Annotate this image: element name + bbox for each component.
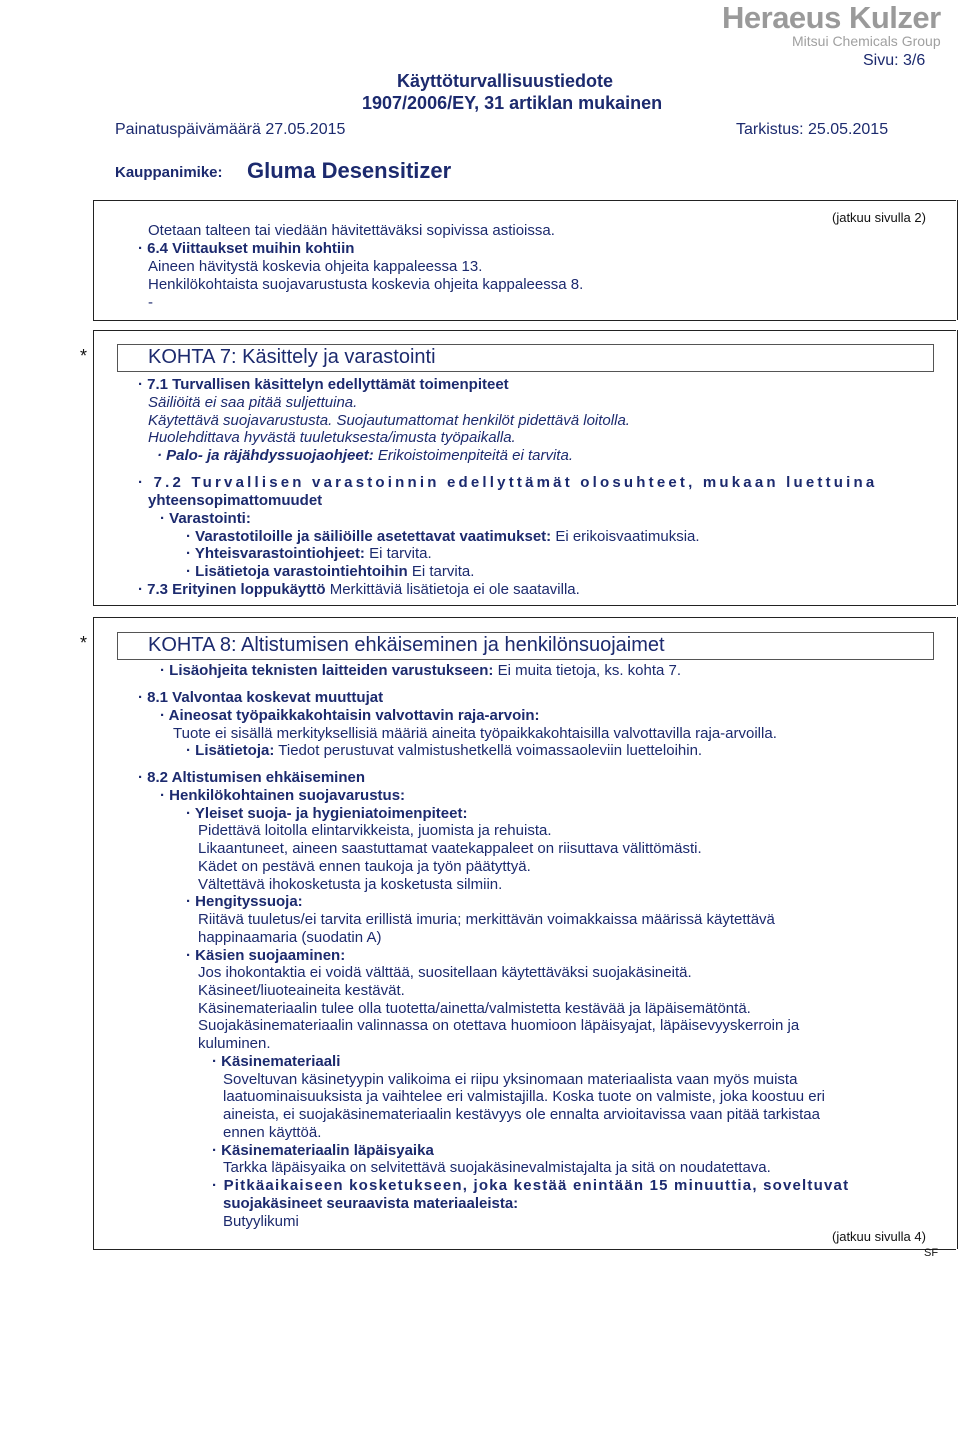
storage-extra-label: · Lisätietoja varastointiehtoihin	[186, 563, 408, 580]
s73-value: Merkittäviä lisätietoja ei ole saatavilla.	[329, 581, 580, 598]
s72-title-cont: yhteensopimattomuudet	[148, 492, 323, 509]
review-date: Tarkistus: 25.05.2015	[736, 121, 889, 138]
respiratory-line: Riitävä tuuletus/ei tarvita erillistä imuria; merkittävän voimakkaissa määrissä käytettävä	[198, 911, 775, 928]
s71-line: Säiliöitä ei saa pitää suljettuina.	[148, 394, 358, 411]
block1-line: Otetaan talteen tai viedään hävitettäväksi sopivissa astioissa.	[148, 222, 555, 239]
print-date: Painatuspäivämäärä 27.05.2015	[115, 121, 346, 138]
info-value: Tiedot perustuvat valmistushetkellä voimassaoleviin luetteloihin.	[278, 742, 703, 759]
section7-title: KOHTA 7: Käsittely ja varastointi	[148, 346, 436, 368]
penetration-line: Tarkka läpäisyaika on selvitettävä suojakäsinevalmistajalta ja sitä on noudatettava.	[223, 1159, 771, 1176]
revision-marker: *	[80, 346, 88, 366]
hand-label: · Käsien suojaaminen:	[186, 947, 346, 964]
hand-line: Suojakäsinemateriaalin valinnassa on otettava huomioon läpäisyajat, läpäisevyyskerroin ja	[198, 1017, 800, 1034]
long-contact-value: Butyylikumi	[223, 1213, 299, 1230]
s71-line: Huolehdittava hyvästä tuuletuksesta/imusta työpaikalla.	[148, 429, 516, 446]
s82-title: · 8.2 Altistumisen ehkäiseminen	[138, 769, 366, 786]
long-contact-label: · Pitkäaikaiseen kosketukseen, joka kestää enintään 15 minuuttia, soveltuvat	[212, 1177, 850, 1194]
block1-line: -	[148, 294, 153, 311]
continued-from: (jatkuu sivulla 2)	[832, 210, 926, 225]
company-group: Mitsui Chemicals Group	[792, 33, 941, 49]
glove-material-line: laatuominaisuuksista ja vaihtelee eri valmistajilla. Koska tuote on valmiste, joka koostuu eri	[223, 1088, 825, 1105]
requirements-value: Ei erikoisvaatimuksia.	[555, 528, 700, 545]
section8-title: KOHTA 8: Altistumisen ehkäiseminen ja henkilönsuojaimet	[148, 634, 665, 656]
penetration-label: · Käsinemateriaalin läpäisyaika	[212, 1142, 434, 1159]
s72-title: · 7.2 Turvallisen varastoinnin edellyttämät olosuhteet, mukaan luettuina	[138, 474, 878, 491]
requirements-label: · Varastotiloille ja säiliöille asetettavat vaatimukset:	[186, 528, 552, 545]
section8-header	[117, 632, 934, 660]
block1-heading: · 6.4 Viittaukset muihin kohtiin	[138, 240, 355, 257]
limits-value: Tuote ei sisällä merkityksellisiä määriä aineita työpaikkakohtaisilla valvottavilla raja-arvoilla.	[173, 725, 777, 742]
trade-name: Gluma Desensitizer	[247, 158, 452, 183]
s71-line: Käytettävä suojavarustusta. Suojautumattomat henkilöt pidettävä loitolla.	[148, 412, 630, 429]
block1-line: Henkilökohtaista suojavarustusta koskevia ohjeita kappaleessa 8.	[148, 276, 584, 293]
ppe-label: · Henkilökohtainen suojavarustus:	[160, 787, 406, 804]
info-label: · Lisätietoja:	[186, 742, 275, 759]
hygiene-line: Vältettävä ihokosketusta ja kosketusta silmiin.	[198, 876, 503, 893]
s71-title: · 7.1 Turvallisen käsittelyn edellyttämät toimenpiteet	[138, 376, 509, 393]
hand-line: Käsineet/liuoteaineita kestävät.	[198, 982, 405, 999]
long-contact-label-cont: suojakäsineet seuraavista materiaaleista:	[223, 1195, 519, 1212]
hygiene-line: Pidettävä loitolla elintarvikkeista, juomista ja rehuista.	[198, 822, 552, 839]
hand-line: Jos ihokontaktia ei voidä välttää, suositellaan käytettäväksi suojakäsineitä.	[198, 964, 692, 981]
respiratory-label: · Hengityssuoja:	[186, 893, 303, 910]
glove-material-line: Soveltuvan käsinetyypin valikoima ei riipu yksinomaan materiaalista vaan myös muista	[223, 1071, 798, 1088]
storage-label: · Varastointi:	[160, 510, 251, 527]
document-title: Käyttöturvallisuustiedote	[397, 71, 614, 91]
hygiene-line: Likaantuneet, aineen saastuttamat vaatekappaleet on riisuttava välittömästi.	[198, 840, 702, 857]
joint-storage-value: Ei tarvita.	[369, 545, 432, 562]
hand-line: Käsinemateriaalin tulee olla tuotetta/ainetta/valmistetta kestävää ja läpäisemätöntä.	[198, 1000, 751, 1017]
hygiene-label: · Yleiset suoja- ja hygieniatoimenpiteet:	[186, 805, 468, 822]
block1-line: Aineen hävitystä koskevia ohjeita kappaleessa 13.	[148, 258, 483, 275]
limits-label: · Aineosat työpaikkakohtaisin valvottavin raja-arvoin:	[160, 707, 540, 724]
respiratory-line: happinaamaria (suodatin A)	[198, 929, 382, 946]
tech-label: · Lisäohjeita teknisten laitteiden varustukseen:	[160, 662, 494, 679]
s73-label: · 7.3 Erityinen loppukäyttö	[138, 581, 326, 598]
s81-title: · 8.1 Valvontaa koskevat muuttujat	[138, 689, 384, 706]
joint-storage-label: · Yhteisvarastointiohjeet:	[186, 545, 365, 562]
hand-line: kuluminen.	[198, 1035, 271, 1052]
company-logo: Heraeus Kulzer	[722, 0, 941, 35]
glove-material-label: · Käsinemateriaali	[212, 1053, 341, 1070]
document-regulation: 1907/2006/EY, 31 artiklan mukainen	[362, 93, 663, 113]
storage-extra-value: Ei tarvita.	[411, 563, 475, 580]
revision-marker: *	[80, 633, 88, 653]
fire-label: · Palo- ja räjähdyssuojaohjeet:	[157, 447, 374, 464]
language-code: SF	[924, 1247, 939, 1259]
continued-to: (jatkuu sivulla 4)	[832, 1229, 926, 1244]
tech-value: Ei muita tietoja, ks. kohta 7.	[497, 662, 682, 679]
glove-material-line: aineista, ei suojakäsinemateriaalin kestävyys ole ennalta arvioitavissa vaan pitää tarkistaa	[223, 1106, 820, 1123]
page-number: Sivu: 3/6	[863, 52, 926, 69]
glove-material-line: ennen käyttöä.	[223, 1124, 322, 1141]
hygiene-line: Kädet on pestävä ennen taukoja ja työn päätyttyä.	[198, 858, 531, 875]
fire-value: Erikoistoimenpiteitä ei tarvita.	[377, 447, 573, 464]
trade-name-label: Kauppanimike:	[115, 164, 223, 181]
